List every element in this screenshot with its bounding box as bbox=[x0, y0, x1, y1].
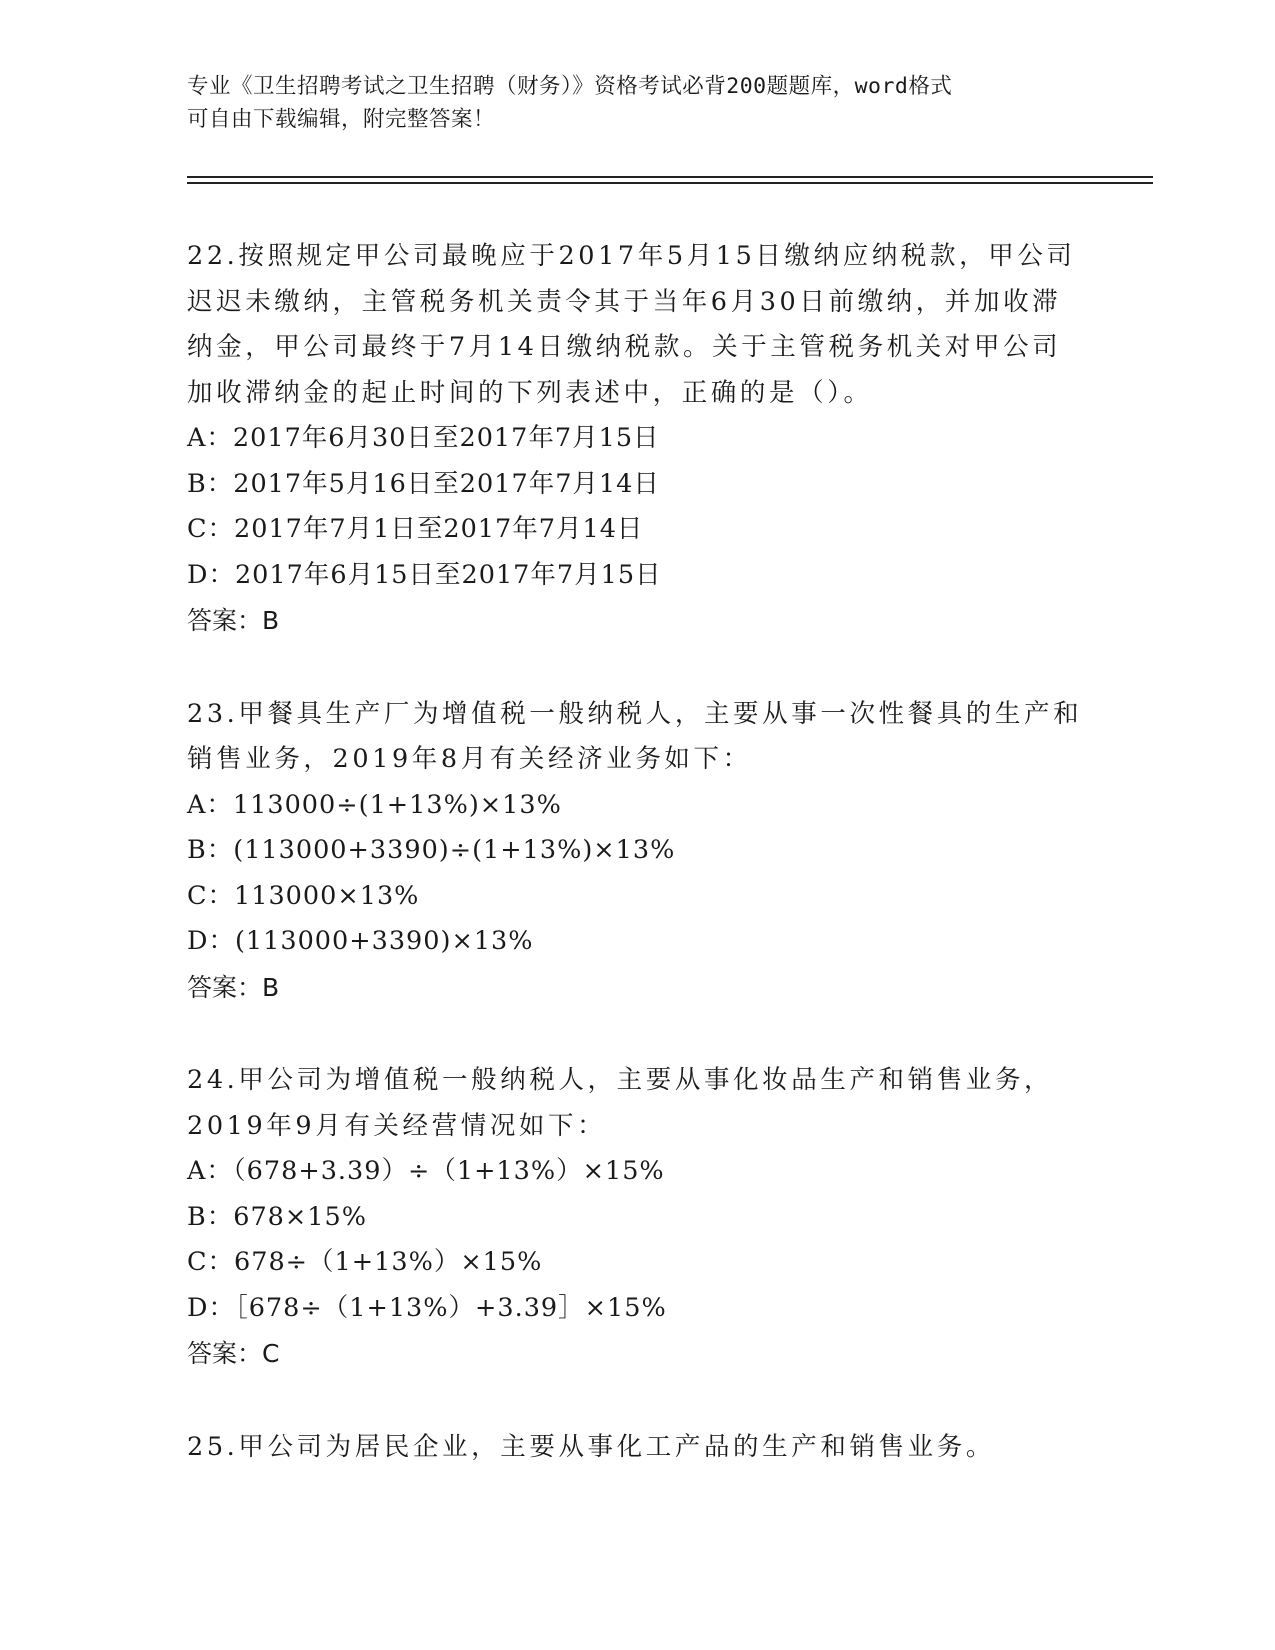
question-text-line: 迟迟未缴纳，主管税务机关责令其于当年6月30日前缴纳，并加收滞 bbox=[187, 286, 1062, 317]
option-a: A：2017年6月30日至2017年7月15日 bbox=[187, 423, 660, 453]
option-c: C：113000×13% bbox=[187, 880, 420, 911]
header-line-2: 可自由下载编辑，附完整答案！ bbox=[187, 107, 496, 132]
question-text-line: 销售业务，2019年8月有关经济业务如下： bbox=[187, 744, 752, 774]
question-23 bbox=[187, 692, 1087, 1011]
question-22 bbox=[187, 234, 1087, 644]
option-d: D：2017年6月15日至2017年7月15日 bbox=[187, 559, 662, 590]
question-text-line: 加收滞纳金的起止时间的下列表述中，正确的是（）。 bbox=[187, 377, 873, 408]
option-c: C：678÷（1+13%）×15% bbox=[187, 1247, 543, 1277]
option-a: A：（678+3.39）÷（1+13%）×15% bbox=[187, 1156, 665, 1186]
option-a: A：113000÷(1+13%)×13% bbox=[187, 789, 562, 820]
question-24 bbox=[187, 1058, 1087, 1377]
question-text-line: 25.甲公司为居民企业，主要从事化工产品的生产和销售业务。 bbox=[187, 1431, 995, 1462]
option-d: D：［678÷（1+13%）+3.39］×15% bbox=[187, 1292, 667, 1323]
option-c: C：2017年7月1日至2017年7月14日 bbox=[187, 514, 644, 544]
question-list bbox=[187, 234, 1087, 1518]
question-text-line: 纳金，甲公司最终于7月14日缴纳税款。关于主管税务机关对甲公司 bbox=[187, 332, 1062, 362]
question-text-line: 24.甲公司为增值税一般纳税人，主要从事化妆品生产和销售业务， bbox=[187, 1065, 1054, 1095]
answer-label: 答案：B bbox=[187, 972, 280, 1002]
answer-label: 答案：B bbox=[187, 606, 280, 635]
header-divider-top bbox=[187, 176, 1153, 178]
question-25 bbox=[187, 1425, 1087, 1471]
question-text-line: 23.甲餐具生产厂为增值税一般纳税人，主要从事一次性餐具的生产和 bbox=[187, 698, 1083, 729]
option-b: B：2017年5月16日至2017年7月14日 bbox=[187, 468, 660, 499]
document-header bbox=[187, 70, 1087, 136]
header-line-1: 专业《卫生招聘考试之卫生招聘（财务）》资格考试必背200题题库，word格式 bbox=[187, 74, 953, 99]
question-text-line: 2019年9月有关经营情况如下： bbox=[187, 1110, 607, 1141]
question-text-line: 22.按照规定甲公司最晚应于2017年5月15日缴纳应纳税款，甲公司 bbox=[187, 241, 1076, 271]
header-divider-bottom bbox=[187, 182, 1153, 184]
option-b: B：678×15% bbox=[187, 1201, 367, 1232]
option-d: D：(113000+3390)×13% bbox=[187, 926, 534, 956]
answer-label: 答案：C bbox=[187, 1339, 280, 1368]
option-b: B：(113000+3390)÷(1+13%)×13% bbox=[187, 835, 676, 865]
